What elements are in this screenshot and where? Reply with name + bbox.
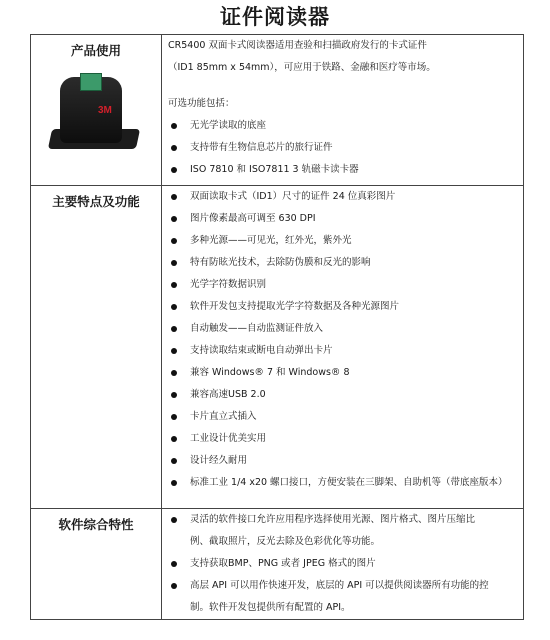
section-content-software xyxy=(162,509,524,620)
spacer xyxy=(168,494,523,508)
software-item-line: 支持获取BMP、PNG 或者 JPEG 格式的图片 xyxy=(168,553,523,575)
spec-table xyxy=(30,34,524,620)
feature-item: 支持读取结束或断电自动弹出卡片 xyxy=(168,340,523,362)
section-label-product-use: 产品使用 xyxy=(70,43,121,58)
feature-item: 兼容 Windows® 7 和 Windows® 8 xyxy=(168,362,523,384)
feature-item: 图片像素最高可调至 630 DPI xyxy=(168,208,523,230)
device-card-slot xyxy=(80,73,102,91)
section-content-features xyxy=(162,186,524,509)
section-label-software: 软件综合特性 xyxy=(58,517,134,532)
feature-item: 兼容高速USB 2.0 xyxy=(168,384,523,406)
feature-item: 标准工业 1/4 x20 螺口接口，方便安装在三脚架、自助机等（带底座版本） xyxy=(168,472,523,494)
option-item: 支持带有生物信息芯片的旅行证件 xyxy=(168,137,523,159)
feature-item: 工业设计优美实用 xyxy=(168,428,523,450)
section-label-features: 主要特点及功能 xyxy=(52,194,140,209)
software-item-line: 灵活的软件接口允许应用程序选择使用光源、图片格式、图片压缩比 xyxy=(168,509,523,531)
software-item-continuation: 例、截取照片，反光去除及色彩优化等功能。 xyxy=(190,536,381,547)
section-product-use xyxy=(31,35,524,186)
feature-item: 自动触发——自动监测证件放入 xyxy=(168,318,523,340)
spacer xyxy=(168,79,523,93)
feature-item: 特有防眩光技术，去除防伪膜和反光的影响 xyxy=(168,252,523,274)
section-content-product-use xyxy=(162,35,524,186)
options-heading: 可选功能包括： xyxy=(168,98,235,109)
section-label-cell xyxy=(31,509,162,620)
section-software xyxy=(31,509,524,620)
feature-item: 光学字符数据识别 xyxy=(168,274,523,296)
section-label-cell xyxy=(31,35,162,186)
option-item: ISO 7810 和 ISO7811 3 轨磁卡读卡器 xyxy=(168,159,523,181)
feature-item: 多种光源——可见光，红外光，紫外光 xyxy=(168,230,523,252)
card-reader-image xyxy=(46,67,146,157)
page-title: 证件阅读器 xyxy=(220,5,330,29)
feature-item: 双面读取卡式（ID1）尺寸的证件 24 位真彩图片 xyxy=(168,186,523,208)
option-item: 无光学读取的底座 xyxy=(168,115,523,137)
section-label-cell xyxy=(31,186,162,509)
feature-item: 软件开发包支持提取光学字符数据及各种光源图片 xyxy=(168,296,523,318)
feature-item: 设计经久耐用 xyxy=(168,450,523,472)
product-intro-line-1: CR5400 双面卡式阅读器适用查验和扫描政府发行的卡式证件 xyxy=(168,40,427,51)
feature-item: 卡片直立式插入 xyxy=(168,406,523,428)
product-intro-line-2: （ID1 85mm x 54mm），可应用于铁路、金融和医疗等市场。 xyxy=(168,62,436,73)
device-logo: 3M xyxy=(98,105,112,116)
spacer xyxy=(168,181,523,185)
section-features xyxy=(31,186,524,509)
software-item-line: 高层 API 可以用作快速开发，底层的 API 可以提供阅读器所有功能的控 xyxy=(168,575,523,597)
software-item-continuation: 制。软件开发包提供所有配置的 API。 xyxy=(190,602,351,613)
